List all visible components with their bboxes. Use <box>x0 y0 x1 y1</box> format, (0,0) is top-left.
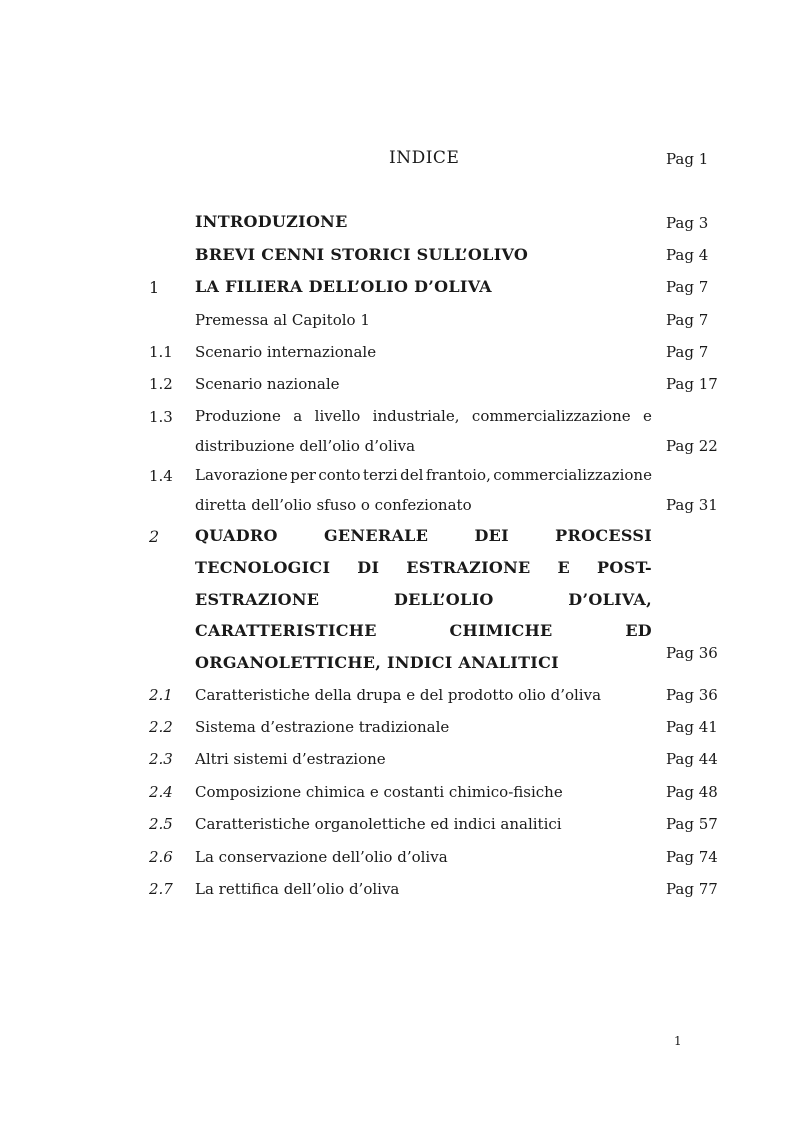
word: E <box>557 558 571 577</box>
toc-entry-page: Pag 36 <box>666 644 718 662</box>
word: frantoio, <box>425 466 491 484</box>
toc-entry-heading-line <box>195 590 652 609</box>
toc-entry-text: Composizione chimica e costanti chimico-fisiche <box>195 783 563 801</box>
word: GENERALE <box>323 526 429 545</box>
toc-entry-number: 2.1 <box>149 686 173 704</box>
toc-entry-number: 1.4 <box>149 467 173 485</box>
word: POST- <box>597 558 652 577</box>
toc-entry-number: 1 <box>149 278 160 297</box>
word: TECNOLOGICI <box>195 558 331 577</box>
toc-entry-text: BREVI CENNI STORICI SULL’OLIVO <box>195 245 529 264</box>
toc-entry-text: distribuzione dell’olio d’oliva <box>195 437 416 455</box>
toc-entry-text: Altri sistemi d’estrazione <box>195 750 386 768</box>
toc-entry-page: Pag 4 <box>666 246 709 264</box>
toc-entry-page: Pag 7 <box>666 343 709 361</box>
toc-entry-number: 2.7 <box>149 880 173 898</box>
toc-entry-page: Pag 36 <box>666 686 718 704</box>
toc-entry-text: Caratteristiche organolettiche ed indici analitici <box>195 815 562 833</box>
toc-entry-number: 2.2 <box>149 718 173 736</box>
toc-entry-number: 1.1 <box>149 343 173 361</box>
word: DELL’OLIO <box>393 590 494 609</box>
word: ESTRAZIONE <box>406 558 531 577</box>
toc-entry-page: Pag 41 <box>666 718 718 736</box>
toc-entry-number: 2 <box>149 527 160 546</box>
toc-entry-page: Pag 44 <box>666 750 718 768</box>
word: livello <box>314 407 361 425</box>
word: DEI <box>474 526 509 545</box>
toc-entry-text: INTRODUZIONE <box>195 212 348 231</box>
toc-entry-text-line <box>195 407 652 425</box>
word: a <box>293 407 303 425</box>
toc-entry-heading-line <box>195 621 652 640</box>
toc-entry-text: Sistema d’estrazione tradizionale <box>195 718 450 736</box>
toc-entry-text: La conservazione dell’olio d’oliva <box>195 848 448 866</box>
toc-entry-text: Premessa al Capitolo 1 <box>195 311 370 329</box>
word: PROCESSI <box>555 526 652 545</box>
page-title: INDICE <box>389 148 460 168</box>
toc-entry-page: Pag 48 <box>666 783 718 801</box>
toc-entry-number: 2.5 <box>149 815 173 833</box>
toc-entry-number: 2.4 <box>149 783 173 801</box>
word: per <box>290 466 316 484</box>
title-page-ref: Pag 1 <box>666 150 709 168</box>
word: Lavorazione <box>195 466 288 484</box>
toc-entry-page: Pag 31 <box>666 496 718 514</box>
word: QUADRO <box>195 526 278 545</box>
toc-entry-text: Scenario internazionale <box>195 343 377 361</box>
word: ESTRAZIONE <box>195 590 320 609</box>
word: del <box>400 466 424 484</box>
toc-entry-page: Pag 7 <box>666 311 709 329</box>
word: e <box>643 407 652 425</box>
word: terzi <box>362 466 398 484</box>
toc-entry-text-line <box>195 466 652 484</box>
word: Produzione <box>195 407 281 425</box>
toc-entry-text: LA FILIERA DELL’OLIO D’OLIVA <box>195 277 492 296</box>
word: DI <box>357 558 380 577</box>
word: CHIMICHE <box>449 621 553 640</box>
word: commercializzazione <box>471 407 631 425</box>
word: industriale, <box>372 407 460 425</box>
footer-page-number: 1 <box>674 1034 682 1048</box>
toc-entry-text: diretta dell’olio sfuso o confezionato <box>195 496 472 514</box>
word: commercializzazione <box>493 466 652 484</box>
toc-entry-page: Pag 7 <box>666 278 709 296</box>
word: conto <box>318 466 361 484</box>
toc-entry-number: 1.3 <box>149 408 173 426</box>
toc-entry-number: 1.2 <box>149 375 173 393</box>
toc-entry-heading-line <box>195 558 652 577</box>
word: D’OLIVA, <box>568 590 652 609</box>
word: ED <box>625 621 652 640</box>
toc-entry-page: Pag 22 <box>666 437 718 455</box>
toc-entry-text: Scenario nazionale <box>195 375 340 393</box>
word: CARATTERISTICHE <box>195 621 377 640</box>
toc-entry-page: Pag 74 <box>666 848 718 866</box>
toc-entry-page: Pag 57 <box>666 815 718 833</box>
toc-entry-page: Pag 17 <box>666 375 718 393</box>
toc-entry-page: Pag 3 <box>666 214 709 232</box>
toc-entry-text: Caratteristiche della drupa e del prodotto olio d’oliva <box>195 686 602 704</box>
toc-entry-number: 2.6 <box>149 848 173 866</box>
toc-entry-number: 2.3 <box>149 750 173 768</box>
toc-entry-heading-line <box>195 526 652 545</box>
toc-entry-page: Pag 77 <box>666 880 718 898</box>
toc-entry-text: La rettifica dell’olio d’oliva <box>195 880 400 898</box>
toc-entry-text: ORGANOLETTICHE, INDICI ANALITICI <box>195 653 559 672</box>
